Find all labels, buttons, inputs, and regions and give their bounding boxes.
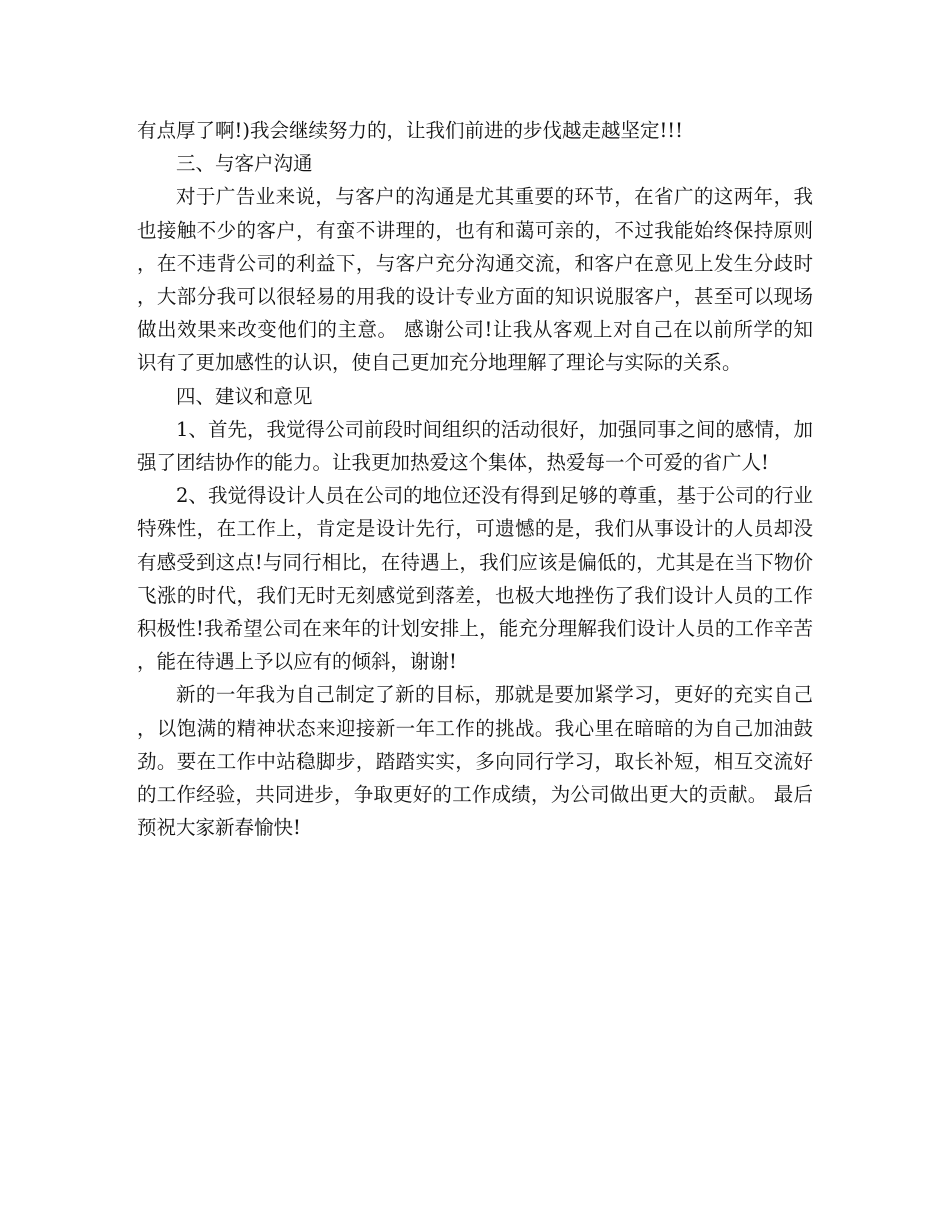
section-heading-suggestions: 四、建议和意见 [176,384,313,408]
suggestion-item-2: 2、我觉得设计人员在公司的地位还没有得到足够的尊重，基于公司的行业特殊性，在工作上，肯定是设计先行，可遗憾的是，我们从事设计的人员却没有感受到这点!与同行相比，在待遇上，我们应该是偏低的，尤其是在当下物价飞涨的时代，我们无时无刻感觉到落差，也极大地挫伤了我们设计人员的工作积极性!我希望公司在来年的计划安排上，能充分理解我们设计人员的工作辛苦，能在待遇上予以应有的倾斜，谢谢! [137,484,813,674]
paragraph-continuation: 有点厚了啊!)我会继续努力的，让我们前进的步伐越走越坚定!!! [137,119,683,142]
section-heading-client-communication: 三、与客户沟通 [176,152,313,176]
paragraph-new-year-goals: 新的一年我为自己制定了新的目标，那就是要加紧学习，更好的充实自己，以饱满的精神状态来迎接新一年工作的挑战。我心里在暗暗的为自己加油鼓劲。要在工作中站稳脚步，踏踏实实，多向同行学习，取长补短，相互交流好的工作经验，共同进步，争取更好的工作成绩，为公司做出更大的贡献。 最后预祝大家新春愉快! [137,683,813,840]
suggestion-item-1: 1、首先，我觉得公司前段时间组织的活动很好，加强同事之间的感情，加强了团结协作的能力。让我更加热爱这个集体，热爱每一个可爱的省广人! [137,417,813,475]
document-body [137,114,813,844]
paragraph-client-communication: 对于广告业来说，与客户的沟通是尤其重要的环节，在省广的这两年，我也接触不少的客户，有蛮不讲理的，也有和蔼可亲的，不过我能始终保持原则，在不违背公司的利益下，与客户充分沟通交流，和客户在意见上发生分歧时，大部分我可以很轻易的用我的设计专业方面的知识说服客户，甚至可以现场做出效果来改变他们的主意。 感谢公司!让我从客观上对自己在以前所学的知识有了更加感性的认识，使自己更加充分地理解了理论与实际的关系。 [137,185,813,375]
